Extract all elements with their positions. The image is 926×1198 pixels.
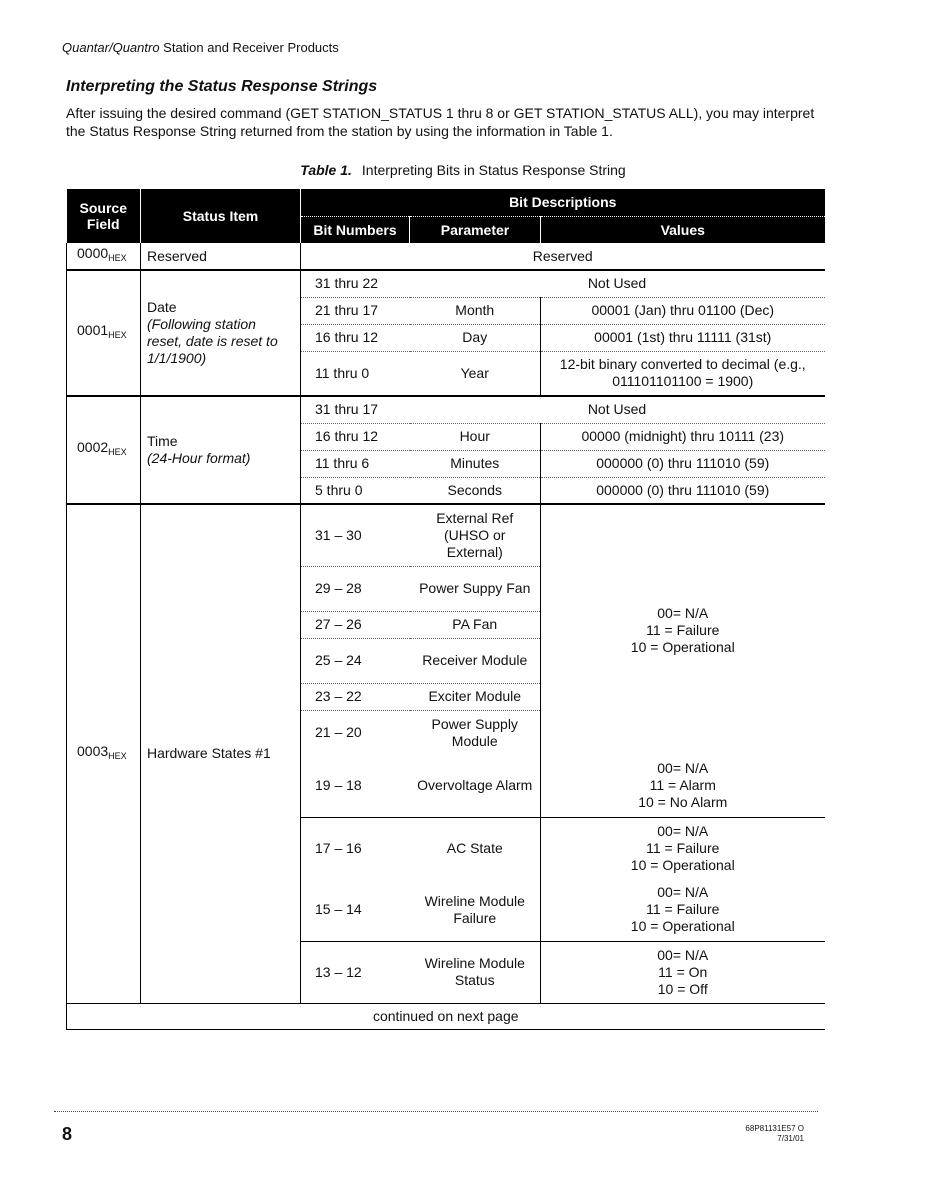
continued-note: continued on next page [67,1003,825,1029]
table-row: 19 – 18 Overvoltage Alarm 00= N/A 11 = Alarm 10 = No Alarm [67,755,825,817]
table-caption: Table 1. Interpreting Bits in Status Response String [300,162,626,178]
table-row: $0003_{HEX}$ Hardware States #1 31 – 30 External Ref (UHSO or External) 00= N/A 11 = Failure 10 = Operational [67,504,825,566]
table-row: 13 – 12 Wireline Module Status 00= N/A 11 = On 10 = Off [67,941,825,1003]
intro-paragraph: After issuing the desired command (GET STATION_STATUS 1 thru 8 or GET STATION_STATUS ALL), you may interpret the Status Response String returned from the station by using the information in Table 1. [66,105,815,139]
header-parameter: Parameter [410,216,541,243]
status-bits-table [66,189,825,1030]
table-row [67,1003,825,1029]
table-row: 17 – 16 AC State 00= N/A 11 = Failure 10 = Operational [67,817,825,879]
table-row: 25 – 24 Receiver Module [67,638,825,683]
table-row: 21 thru 17 Month 00001 (Jan) thru 01100 (Dec) [67,297,825,324]
header-source-field: Source Field [67,189,141,243]
header-values: Values [541,216,825,243]
doc-id: 68P81131E57 O 7/31/01 [745,1124,804,1143]
table-row: 16 thru 12 Hour 00000 (midnight) thru 10111 (23) [67,423,825,450]
table-row: 15 – 14 Wireline Module Failure 00= N/A 11 = Failure 10 = Operational [67,879,825,941]
table-row: 5 thru 0 Seconds 000000 (0) thru 111010 (59) [67,477,825,504]
table-row: 16 thru 12 Day 00001 (1st) thru 11111 (31st) [67,324,825,351]
table-row: $0000_{HEX}$ Reserved Reserved [67,243,825,270]
header-status-item: Status Item [141,189,301,243]
section-title: Interpreting the Status Response Strings [66,78,378,95]
footer-rule [54,1111,818,1112]
table-row: 23 – 22 Exciter Module [67,683,825,710]
table-row: 27 – 26 PA Fan [67,611,825,638]
table-row: 11 thru 0 Year 12-bit binary converted to decimal (e.g., 011101101100 = 1900) [67,351,825,396]
table-row: 11 thru 6 Minutes 000000 (0) thru 111010 (59) [67,450,825,477]
header-bit-descriptions: Bit Descriptions [301,189,825,216]
header-bit-numbers: Bit Numbers [301,216,410,243]
table-row: 29 – 28 Power Suppy Fan [67,566,825,611]
table-row: $0002_{HEX}$ Time (24-Hour format) 31 thru 17 Not Used [67,396,825,423]
table-row: $0001_{HEX}$ Date (Following station reset, date is reset to 1/1/1900) 31 thru 22 Not Used [67,270,825,297]
table-row: 21 – 20 Power Supply Module [67,710,825,755]
page-number: 8 [62,1124,73,1144]
page-header: Quantar/Quantro Station and Receiver Products [62,40,339,55]
